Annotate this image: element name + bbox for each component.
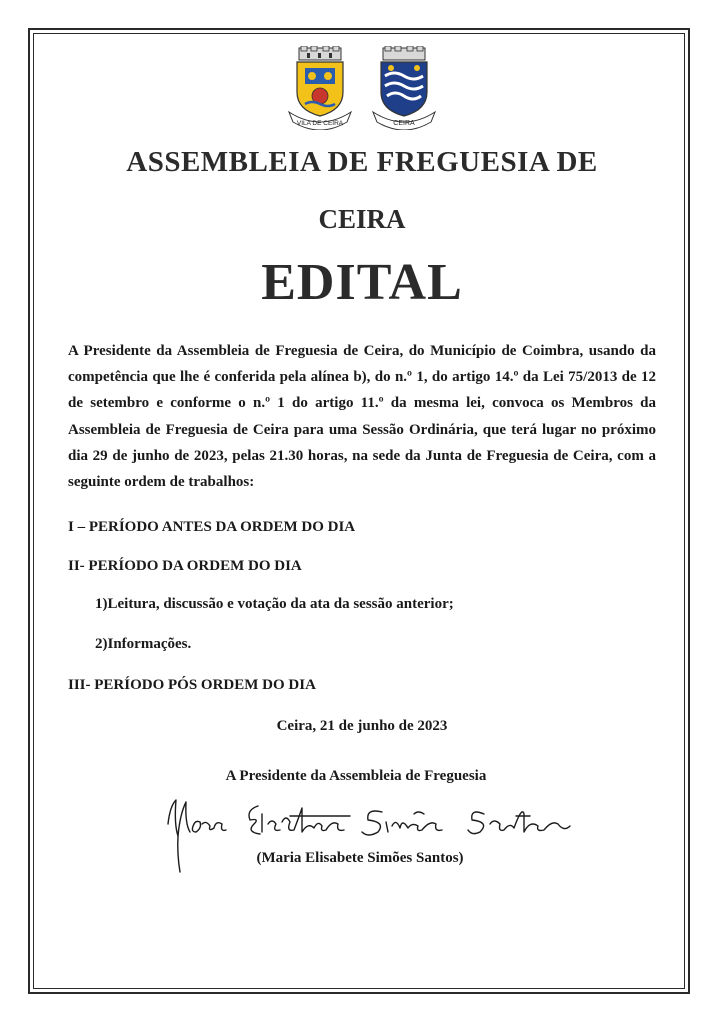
agenda-item-number: 2): [95, 636, 108, 652]
svg-text:CEIRA: CEIRA: [393, 120, 415, 127]
heading-edital: EDITAL: [261, 254, 463, 311]
heading-assembleia: ASSEMBLEIA DE FREGUESIA DE: [126, 146, 598, 178]
agenda-item: [95, 636, 191, 653]
signer-name: (Maria Elisabete Simões Santos): [256, 850, 464, 866]
crest-vila-de-ceira-icon: [285, 46, 355, 130]
signer-role: A Presidente da Assembleia de Freguesia: [225, 768, 487, 784]
crests-header: [0, 46, 724, 130]
body-paragraph: A Presidente da Assembleia de Freguesia de Ceira, do Município de Coimbra, usando da competência que lhe é conferida pela alínea b), do n.º 1, do artigo 14.º da Lei 75/2013 de 12 de setembro e conforme o n.º 1 do artigo 11.º da mesma lei, convoca os Membros da Assembleia de Freguesia de Ceira para uma Sessão Ordinária, que terá lugar no próximo dia 29 de junho de 2023, pelas 21.30 horas, na sede da Junta de Freguesia de Ceira, com a seguinte ordem de trabalhos:: [68, 343, 656, 491]
agenda-item-text: Leitura, discussão e votação da ata da sessão anterior;: [107, 596, 454, 612]
agenda-item-number: 1): [95, 596, 108, 612]
section-periodo-pos: III- PERÍODO PÓS ORDEM DO DIA: [68, 677, 316, 693]
crest-ceira-icon: [369, 46, 439, 130]
svg-text:VILA DE CEIRA: VILA DE CEIRA: [296, 120, 344, 127]
place-date: Ceira, 21 de junho de 2023: [276, 718, 448, 734]
agenda-item: [95, 596, 454, 613]
section-periodo-ordem: II- PERÍODO DA ORDEM DO DIA: [68, 558, 302, 574]
heading-ceira: CEIRA: [318, 204, 406, 234]
section-periodo-antes: I – PERÍODO ANTES DA ORDEM DO DIA: [68, 519, 356, 535]
agenda-item-text: Informações.: [107, 636, 192, 652]
